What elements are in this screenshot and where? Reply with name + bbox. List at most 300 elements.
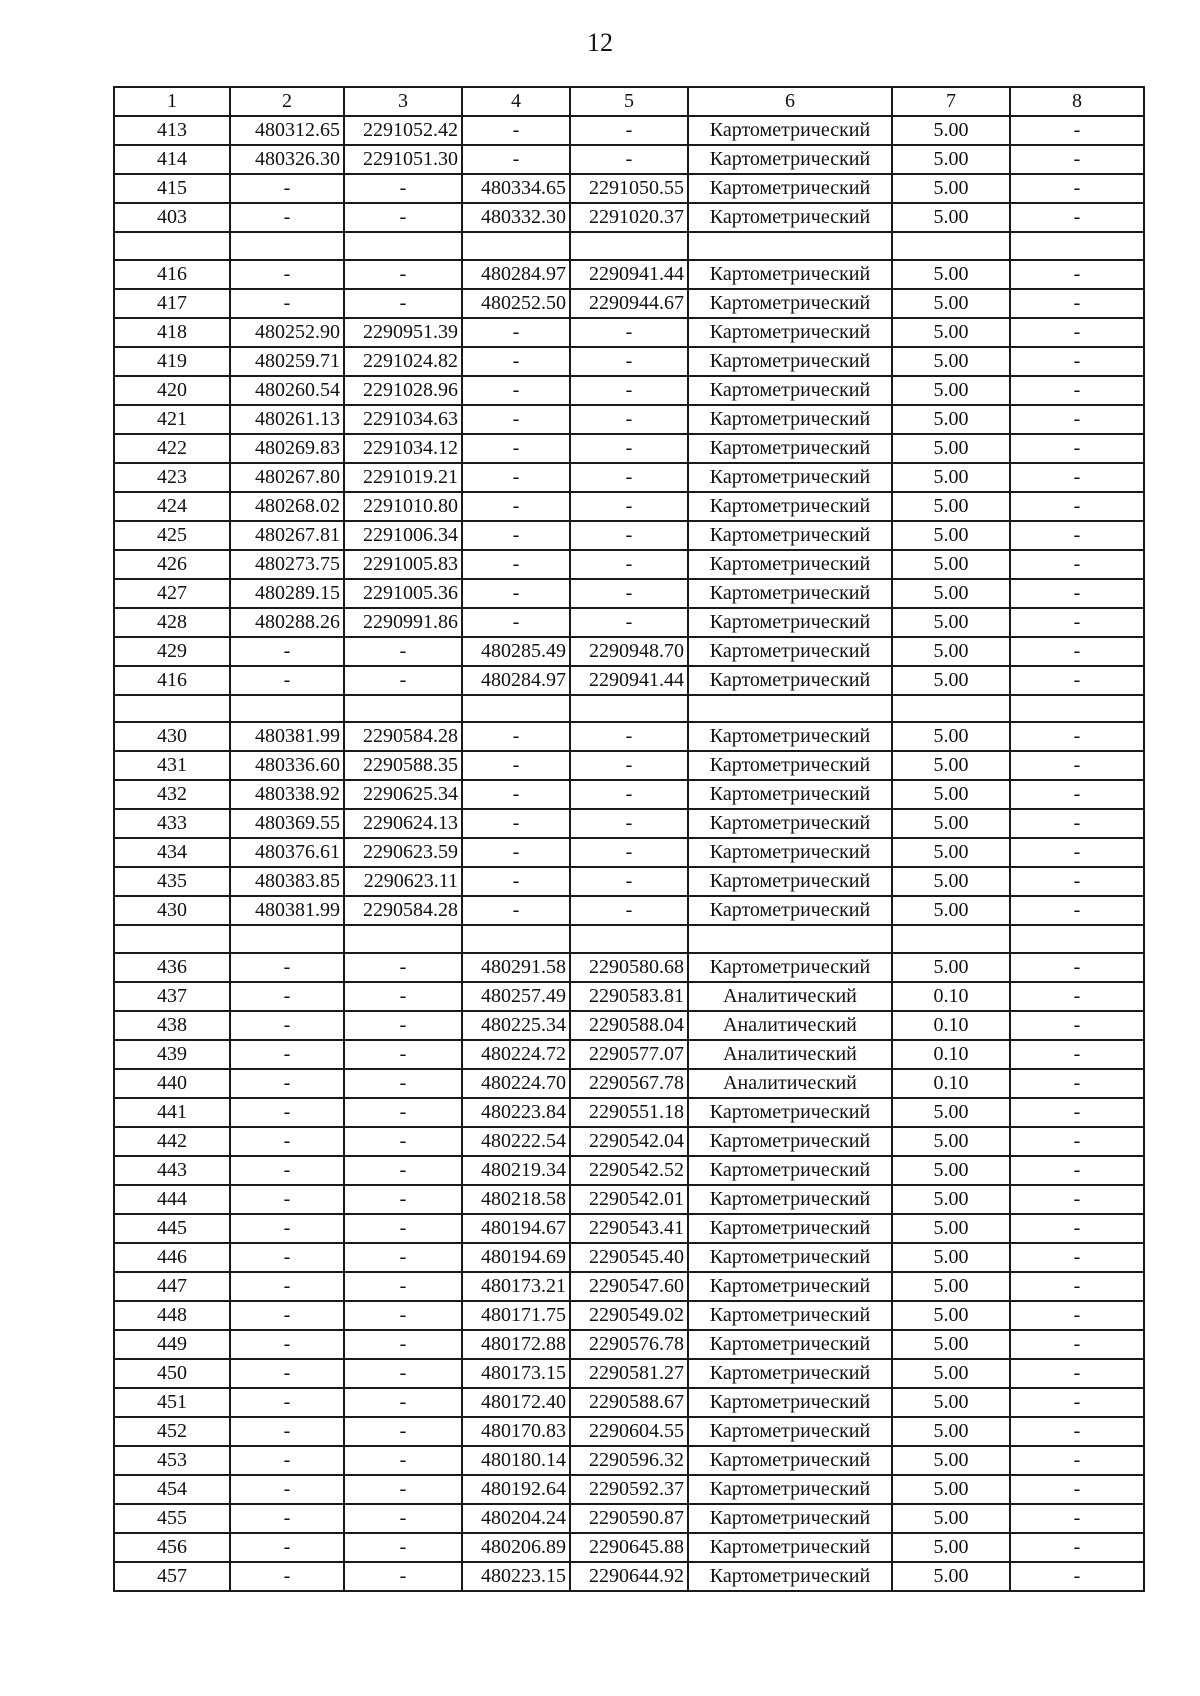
method-cell: Картометрический [688, 637, 892, 666]
x-new-cell: 480194.69 [462, 1243, 570, 1272]
table-row [114, 1359, 1144, 1388]
x-existing-cell [230, 695, 344, 723]
description-cell: - [1010, 1475, 1144, 1504]
y-existing-cell: - [344, 1533, 462, 1562]
x-new-cell: - [462, 347, 570, 376]
x-existing-cell: - [230, 1127, 344, 1156]
table-row [114, 116, 1144, 145]
table-row [114, 1417, 1144, 1446]
y-existing-cell: - [344, 1040, 462, 1069]
accuracy-cell: 5.00 [892, 405, 1010, 434]
y-new-cell: 2290941.44 [570, 666, 688, 695]
x-new-cell: - [462, 809, 570, 838]
accuracy-cell: 5.00 [892, 463, 1010, 492]
y-existing-cell: - [344, 1504, 462, 1533]
method-cell: Картометрический [688, 666, 892, 695]
description-cell: - [1010, 1504, 1144, 1533]
x-existing-cell: - [230, 1417, 344, 1446]
point-number-cell: 429 [114, 637, 230, 666]
method-cell: Картометрический [688, 838, 892, 867]
x-new-cell: 480192.64 [462, 1475, 570, 1504]
table-row [114, 203, 1144, 232]
y-existing-cell: 2291024.82 [344, 347, 462, 376]
point-number-cell: 432 [114, 780, 230, 809]
y-new-cell: 2290588.04 [570, 1011, 688, 1040]
x-new-cell: 480223.15 [462, 1562, 570, 1591]
accuracy-cell: 5.00 [892, 1272, 1010, 1301]
x-new-cell: 480172.40 [462, 1388, 570, 1417]
table-row [114, 405, 1144, 434]
y-new-cell: 2290551.18 [570, 1098, 688, 1127]
y-existing-cell: - [344, 1243, 462, 1272]
description-cell: - [1010, 434, 1144, 463]
y-new-cell: - [570, 376, 688, 405]
x-new-cell: 480206.89 [462, 1533, 570, 1562]
y-new-cell: 2290644.92 [570, 1562, 688, 1591]
method-cell: Картометрический [688, 1127, 892, 1156]
x-existing-cell: - [230, 1330, 344, 1359]
point-number-cell: 418 [114, 318, 230, 347]
y-new-cell: 2290604.55 [570, 1417, 688, 1446]
x-existing-cell: 480369.55 [230, 809, 344, 838]
table-row [114, 838, 1144, 867]
y-new-cell: 2290645.88 [570, 1533, 688, 1562]
coordinates-table [113, 86, 1145, 1592]
table-row [114, 289, 1144, 318]
y-existing-cell: - [344, 982, 462, 1011]
point-number-cell: 452 [114, 1417, 230, 1446]
point-number-cell: 450 [114, 1359, 230, 1388]
y-new-cell: - [570, 347, 688, 376]
method-cell: Картометрический [688, 521, 892, 550]
x-existing-cell: - [230, 1185, 344, 1214]
x-existing-cell: 480267.80 [230, 463, 344, 492]
x-existing-cell: 480288.26 [230, 608, 344, 637]
accuracy-cell: 5.00 [892, 751, 1010, 780]
y-existing-cell: - [344, 1185, 462, 1214]
table-row [114, 1330, 1144, 1359]
table-row [114, 492, 1144, 521]
description-cell: - [1010, 260, 1144, 289]
accuracy-cell: 5.00 [892, 116, 1010, 145]
x-new-cell: 480180.14 [462, 1446, 570, 1475]
column-header: 8 [1010, 87, 1144, 116]
point-number-cell [114, 925, 230, 953]
x-existing-cell: - [230, 1243, 344, 1272]
x-new-cell: - [462, 722, 570, 751]
method-cell: Картометрический [688, 1562, 892, 1591]
x-existing-cell: 480259.71 [230, 347, 344, 376]
description-cell: - [1010, 203, 1144, 232]
point-number-cell: 445 [114, 1214, 230, 1243]
method-cell [688, 925, 892, 953]
point-number-cell: 447 [114, 1272, 230, 1301]
y-new-cell: - [570, 492, 688, 521]
accuracy-cell: 5.00 [892, 260, 1010, 289]
table-row [114, 896, 1144, 925]
table-body [114, 116, 1144, 1591]
method-cell: Картометрический [688, 751, 892, 780]
x-existing-cell: - [230, 1562, 344, 1591]
x-new-cell [462, 232, 570, 260]
point-number-cell: 457 [114, 1562, 230, 1591]
x-new-cell: - [462, 521, 570, 550]
x-new-cell: - [462, 318, 570, 347]
x-new-cell: - [462, 896, 570, 925]
y-existing-cell: 2290588.35 [344, 751, 462, 780]
x-new-cell: 480170.83 [462, 1417, 570, 1446]
y-new-cell: - [570, 579, 688, 608]
y-new-cell: 2290545.40 [570, 1243, 688, 1272]
description-cell: - [1010, 608, 1144, 637]
x-new-cell: - [462, 867, 570, 896]
table-row [114, 695, 1144, 723]
point-number-cell: 413 [114, 116, 230, 145]
table-row [114, 1185, 1144, 1214]
table-row [114, 1446, 1144, 1475]
point-number-cell: 422 [114, 434, 230, 463]
x-new-cell: 480173.15 [462, 1359, 570, 1388]
description-cell: - [1010, 666, 1144, 695]
point-number-cell: 421 [114, 405, 230, 434]
x-existing-cell: - [230, 1446, 344, 1475]
accuracy-cell: 5.00 [892, 1562, 1010, 1591]
x-existing-cell: - [230, 1156, 344, 1185]
point-number-cell: 456 [114, 1533, 230, 1562]
description-cell [1010, 695, 1144, 723]
description-cell: - [1010, 550, 1144, 579]
table-row [114, 260, 1144, 289]
table-row [114, 318, 1144, 347]
table-header-row [114, 87, 1144, 116]
table-row [114, 1301, 1144, 1330]
table-row [114, 1098, 1144, 1127]
accuracy-cell: 5.00 [892, 1475, 1010, 1504]
point-number-cell: 417 [114, 289, 230, 318]
accuracy-cell [892, 925, 1010, 953]
y-existing-cell: - [344, 203, 462, 232]
method-cell: Картометрический [688, 1504, 892, 1533]
table-row [114, 434, 1144, 463]
y-existing-cell: - [344, 1098, 462, 1127]
description-cell: - [1010, 1417, 1144, 1446]
table-row [114, 579, 1144, 608]
point-number-cell: 428 [114, 608, 230, 637]
method-cell: Картометрический [688, 1156, 892, 1185]
y-existing-cell: - [344, 1156, 462, 1185]
x-new-cell: 480224.70 [462, 1069, 570, 1098]
description-cell: - [1010, 1011, 1144, 1040]
column-header: 5 [570, 87, 688, 116]
y-existing-cell: - [344, 637, 462, 666]
x-new-cell: - [462, 116, 570, 145]
accuracy-cell: 5.00 [892, 174, 1010, 203]
point-number-cell: 446 [114, 1243, 230, 1272]
x-existing-cell: - [230, 260, 344, 289]
y-existing-cell: 2290584.28 [344, 896, 462, 925]
y-new-cell: 2290581.27 [570, 1359, 688, 1388]
point-number-cell [114, 232, 230, 260]
y-new-cell: 2290567.78 [570, 1069, 688, 1098]
y-existing-cell: - [344, 1562, 462, 1591]
y-new-cell: 2290944.67 [570, 289, 688, 318]
point-number-cell: 415 [114, 174, 230, 203]
method-cell: Картометрический [688, 550, 892, 579]
point-number-cell: 443 [114, 1156, 230, 1185]
table-row [114, 1475, 1144, 1504]
accuracy-cell: 5.00 [892, 1504, 1010, 1533]
x-existing-cell: - [230, 1011, 344, 1040]
x-new-cell: 480173.21 [462, 1272, 570, 1301]
description-cell: - [1010, 521, 1144, 550]
y-new-cell: 2290583.81 [570, 982, 688, 1011]
accuracy-cell [892, 695, 1010, 723]
accuracy-cell: 5.00 [892, 1330, 1010, 1359]
table-row [114, 666, 1144, 695]
table-row [114, 463, 1144, 492]
x-existing-cell: - [230, 174, 344, 203]
y-existing-cell: 2291034.12 [344, 434, 462, 463]
point-number-cell: 420 [114, 376, 230, 405]
y-new-cell: - [570, 405, 688, 434]
table-row [114, 809, 1144, 838]
y-new-cell: - [570, 463, 688, 492]
y-existing-cell: 2290951.39 [344, 318, 462, 347]
accuracy-cell: 5.00 [892, 637, 1010, 666]
table-row [114, 1127, 1144, 1156]
y-new-cell: - [570, 867, 688, 896]
y-existing-cell: 2291010.80 [344, 492, 462, 521]
y-existing-cell: - [344, 289, 462, 318]
method-cell: Картометрический [688, 579, 892, 608]
y-existing-cell: 2291028.96 [344, 376, 462, 405]
y-existing-cell: - [344, 1417, 462, 1446]
table-row [114, 1272, 1144, 1301]
description-cell: - [1010, 1040, 1144, 1069]
y-new-cell: 2290588.67 [570, 1388, 688, 1417]
y-existing-cell: 2290623.59 [344, 838, 462, 867]
point-number-cell: 449 [114, 1330, 230, 1359]
x-new-cell [462, 925, 570, 953]
x-existing-cell: 480312.65 [230, 116, 344, 145]
y-existing-cell: - [344, 1388, 462, 1417]
x-existing-cell: - [230, 203, 344, 232]
y-new-cell: - [570, 145, 688, 174]
y-new-cell: 2290577.07 [570, 1040, 688, 1069]
y-new-cell: - [570, 780, 688, 809]
point-number-cell: 453 [114, 1446, 230, 1475]
column-header: 4 [462, 87, 570, 116]
table-row [114, 1533, 1144, 1562]
accuracy-cell: 5.00 [892, 1127, 1010, 1156]
point-number-cell: 451 [114, 1388, 230, 1417]
x-existing-cell [230, 925, 344, 953]
y-existing-cell: 2291019.21 [344, 463, 462, 492]
x-new-cell: 480284.97 [462, 260, 570, 289]
description-cell: - [1010, 376, 1144, 405]
description-cell: - [1010, 1562, 1144, 1591]
y-new-cell: 2290542.52 [570, 1156, 688, 1185]
x-existing-cell: - [230, 1388, 344, 1417]
method-cell: Картометрический [688, 722, 892, 751]
description-cell: - [1010, 1446, 1144, 1475]
y-new-cell: 2290549.02 [570, 1301, 688, 1330]
point-number-cell: 434 [114, 838, 230, 867]
accuracy-cell: 5.00 [892, 318, 1010, 347]
y-new-cell: - [570, 116, 688, 145]
x-existing-cell: 480289.15 [230, 579, 344, 608]
description-cell: - [1010, 751, 1144, 780]
method-cell: Картометрический [688, 1417, 892, 1446]
accuracy-cell: 5.00 [892, 1388, 1010, 1417]
y-new-cell: 2290576.78 [570, 1330, 688, 1359]
x-new-cell: 480291.58 [462, 953, 570, 982]
accuracy-cell: 5.00 [892, 1156, 1010, 1185]
y-existing-cell: 2291006.34 [344, 521, 462, 550]
y-new-cell: 2291050.55 [570, 174, 688, 203]
y-existing-cell [344, 232, 462, 260]
table-row [114, 780, 1144, 809]
point-number-cell: 454 [114, 1475, 230, 1504]
x-existing-cell: - [230, 289, 344, 318]
description-cell: - [1010, 318, 1144, 347]
point-number-cell: 441 [114, 1098, 230, 1127]
y-existing-cell: - [344, 174, 462, 203]
x-new-cell: - [462, 492, 570, 521]
y-existing-cell: - [344, 1069, 462, 1098]
point-number-cell: 403 [114, 203, 230, 232]
table-row [114, 1156, 1144, 1185]
accuracy-cell: 5.00 [892, 376, 1010, 405]
method-cell [688, 232, 892, 260]
point-number-cell: 435 [114, 867, 230, 896]
x-new-cell: 480224.72 [462, 1040, 570, 1069]
x-existing-cell: - [230, 1214, 344, 1243]
table-row [114, 1243, 1144, 1272]
x-existing-cell: - [230, 1069, 344, 1098]
y-existing-cell: 2291034.63 [344, 405, 462, 434]
column-header: 3 [344, 87, 462, 116]
y-new-cell: 2290948.70 [570, 637, 688, 666]
x-new-cell: - [462, 579, 570, 608]
accuracy-cell: 0.10 [892, 1011, 1010, 1040]
x-new-cell: - [462, 780, 570, 809]
y-new-cell: - [570, 896, 688, 925]
y-existing-cell: - [344, 1272, 462, 1301]
description-cell: - [1010, 867, 1144, 896]
method-cell: Картометрический [688, 1098, 892, 1127]
accuracy-cell: 5.00 [892, 666, 1010, 695]
table-row [114, 953, 1144, 982]
y-existing-cell: - [344, 953, 462, 982]
y-new-cell: 2290542.04 [570, 1127, 688, 1156]
y-new-cell: - [570, 550, 688, 579]
accuracy-cell: 5.00 [892, 896, 1010, 925]
table-row [114, 751, 1144, 780]
table-row [114, 174, 1144, 203]
x-existing-cell: - [230, 1301, 344, 1330]
y-existing-cell: 2290584.28 [344, 722, 462, 751]
x-existing-cell: 480381.99 [230, 896, 344, 925]
method-cell: Картометрический [688, 376, 892, 405]
accuracy-cell: 5.00 [892, 1214, 1010, 1243]
x-new-cell: - [462, 376, 570, 405]
accuracy-cell: 5.00 [892, 145, 1010, 174]
y-existing-cell: - [344, 1475, 462, 1504]
x-new-cell: - [462, 463, 570, 492]
accuracy-cell [892, 232, 1010, 260]
x-existing-cell: 480383.85 [230, 867, 344, 896]
y-existing-cell: 2290991.86 [344, 608, 462, 637]
x-existing-cell: 480273.75 [230, 550, 344, 579]
y-new-cell: - [570, 608, 688, 637]
y-new-cell: - [570, 434, 688, 463]
method-cell: Картометрический [688, 434, 892, 463]
x-existing-cell: 480252.90 [230, 318, 344, 347]
method-cell: Картометрический [688, 867, 892, 896]
x-existing-cell: 480261.13 [230, 405, 344, 434]
column-header: 6 [688, 87, 892, 116]
column-header: 1 [114, 87, 230, 116]
method-cell: Картометрический [688, 1185, 892, 1214]
point-number-cell: 442 [114, 1127, 230, 1156]
table-row [114, 1011, 1144, 1040]
description-cell: - [1010, 722, 1144, 751]
point-number-cell: 419 [114, 347, 230, 376]
method-cell: Картометрический [688, 203, 892, 232]
point-number-cell: 437 [114, 982, 230, 1011]
accuracy-cell: 5.00 [892, 809, 1010, 838]
x-existing-cell: - [230, 1504, 344, 1533]
description-cell: - [1010, 463, 1144, 492]
description-cell: - [1010, 347, 1144, 376]
point-number-cell: 423 [114, 463, 230, 492]
accuracy-cell: 5.00 [892, 1446, 1010, 1475]
description-cell: - [1010, 1156, 1144, 1185]
table-row [114, 550, 1144, 579]
table-row [114, 867, 1144, 896]
x-new-cell: 480223.84 [462, 1098, 570, 1127]
accuracy-cell: 5.00 [892, 1301, 1010, 1330]
y-new-cell: 2290590.87 [570, 1504, 688, 1533]
accuracy-cell: 5.00 [892, 722, 1010, 751]
point-number-cell: 438 [114, 1011, 230, 1040]
x-new-cell: 480285.49 [462, 637, 570, 666]
x-new-cell: 480332.30 [462, 203, 570, 232]
accuracy-cell: 5.00 [892, 347, 1010, 376]
y-existing-cell: 2290625.34 [344, 780, 462, 809]
accuracy-cell: 5.00 [892, 579, 1010, 608]
x-new-cell: - [462, 751, 570, 780]
description-cell: - [1010, 1127, 1144, 1156]
method-cell: Картометрический [688, 405, 892, 434]
x-new-cell: 480222.54 [462, 1127, 570, 1156]
x-new-cell: 480334.65 [462, 174, 570, 203]
accuracy-cell: 5.00 [892, 521, 1010, 550]
description-cell: - [1010, 1359, 1144, 1388]
method-cell: Картометрический [688, 953, 892, 982]
method-cell: Картометрический [688, 608, 892, 637]
point-number-cell: 433 [114, 809, 230, 838]
accuracy-cell: 0.10 [892, 1040, 1010, 1069]
method-cell: Картометрический [688, 1214, 892, 1243]
point-number-cell: 416 [114, 666, 230, 695]
x-existing-cell: 480338.92 [230, 780, 344, 809]
method-cell: Картометрический [688, 1388, 892, 1417]
description-cell: - [1010, 1533, 1144, 1562]
y-existing-cell: - [344, 260, 462, 289]
accuracy-cell: 5.00 [892, 492, 1010, 521]
